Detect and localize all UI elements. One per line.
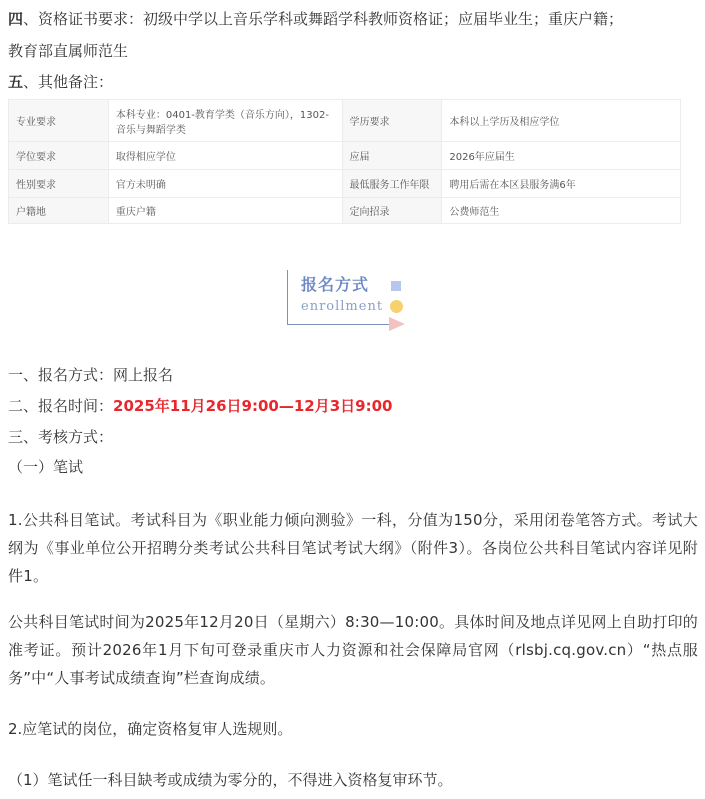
table-value: 公费师范生 — [442, 198, 681, 224]
table-row — [9, 170, 681, 198]
registration-method: 一、报名方式：网上报名 — [8, 366, 174, 384]
badge-vertical-line — [287, 270, 288, 325]
table-value: 重庆户籍 — [108, 198, 342, 224]
table-key: 学位要求 — [9, 142, 109, 170]
table-key: 最低服务工作年限 — [342, 170, 442, 198]
paragraph-exam-time: 公共科目笔试时间为2025年12月20日（星期六）8:30—10:00。具体时间及地点详见网上自助打印的准考证。预计2026年1月下旬可登录重庆市人力资源和社会保障局官网（rlsbj.cq.gov.cn）“热点服务”中“人事考试成绩查询”栏查询成绩。 — [8, 613, 698, 687]
remarks-heading-text: 、其他备注： — [23, 73, 114, 91]
qualification-line — [8, 9, 623, 29]
paragraph-rule-one: （1）笔试任一科目缺考或成绩为零分的，不得进入资格复审环节。 — [8, 771, 453, 789]
square-icon — [391, 281, 401, 291]
badge-title: 报名方式 — [301, 275, 370, 294]
circle-icon — [390, 300, 403, 313]
table-value: 聘用后需在本区县服务满6年 — [442, 170, 681, 198]
enrollment-badge — [287, 270, 412, 332]
table-row — [9, 100, 681, 142]
table-value: 本科专业：0401-教育学类（音乐方向），1302-音乐与舞蹈学类 — [108, 100, 342, 142]
table-row — [9, 198, 681, 224]
remarks-heading — [8, 72, 113, 92]
table-value: 取得相应学位 — [108, 142, 342, 170]
badge-subtitle: enrollment — [301, 299, 384, 314]
table-key: 性别要求 — [9, 170, 109, 198]
qualification-line-2: 教育部直属师范生 — [8, 42, 129, 60]
table-value: 本科以上学历及相应学位 — [442, 100, 681, 142]
table-value: 2026年应届生 — [442, 142, 681, 170]
table-key: 应届 — [342, 142, 442, 170]
table-value: 官方未明确 — [108, 170, 342, 198]
table-key: 户籍地 — [9, 198, 109, 224]
table-key: 专业要求 — [9, 100, 109, 142]
registration-time-line — [8, 396, 392, 416]
registration-time-value: 2025年11月26日9:00—12月3日9:00 — [113, 397, 393, 415]
triangle-arrow-icon — [389, 317, 405, 331]
section-number-five: 五 — [8, 73, 24, 91]
table-key: 学历要求 — [342, 100, 442, 142]
paragraph-review-rule: 2.应笔试的岗位，确定资格复审人选规则。 — [8, 720, 293, 738]
registration-time-label: 二、报名时间： — [8, 397, 114, 415]
section-number-four: 四 — [8, 10, 24, 28]
table-row — [9, 142, 681, 170]
qualification-text: 、资格证书要求：初级中学以上音乐学科或舞蹈学科教师资格证；应届毕业生；重庆户籍； — [23, 10, 624, 28]
info-table — [8, 99, 681, 224]
paragraph-public-exam: 1.公共科目笔试。考试科目为《职业能力倾向测验》一科，分值为150分，采用闭卷笔答方式。考试大纲为《事业单位公开招聘分类考试公共科目笔试考试大纲》（附件3）。各岗位公共科目笔试内容详见附件1。 — [8, 511, 698, 585]
assessment-heading: 三、考核方式： — [8, 428, 114, 446]
written-exam-heading: （一）笔试 — [8, 458, 84, 476]
badge-baseline — [287, 324, 395, 325]
table-key: 定向招录 — [342, 198, 442, 224]
